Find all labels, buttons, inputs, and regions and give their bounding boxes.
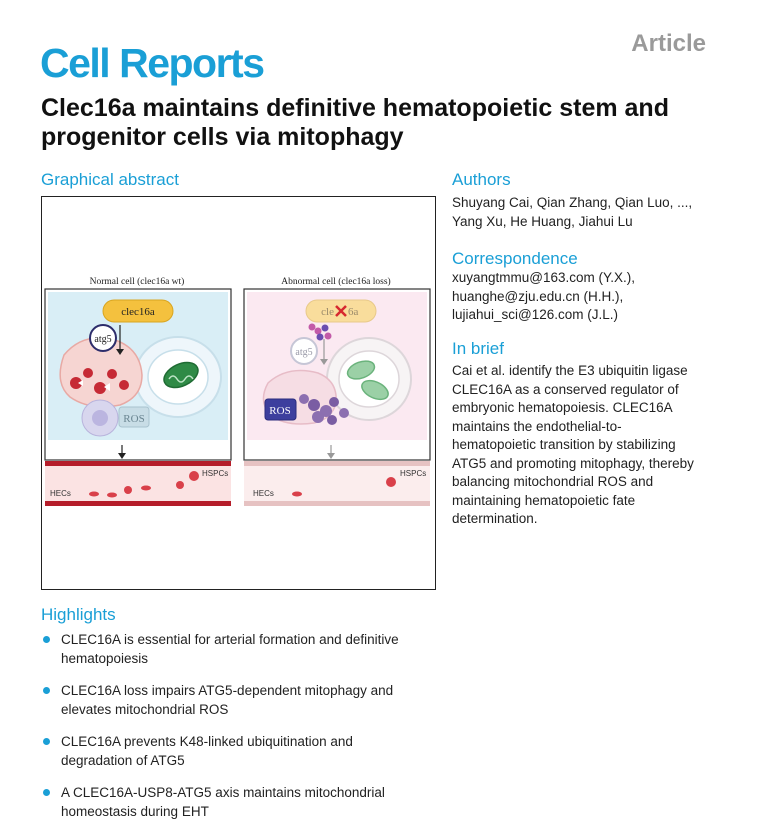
bullet-icon [43, 738, 50, 745]
abnormal-panel-title: Abnormal cell (clec16a loss) [281, 277, 391, 287]
graphical-abstract-figure [42, 197, 434, 588]
highlight-line: hematopoiesis [61, 651, 149, 666]
in-brief-line: balancing mitochondrial ROS and [452, 474, 654, 489]
authors-list [452, 194, 692, 231]
article-title: Clec16a maintains definitive hematopoietic stem and progenitor cells via mitophagy [41, 94, 669, 151]
highlights-list [41, 630, 441, 834]
bullet-icon [43, 636, 50, 643]
ros-label-normal: ROS [123, 413, 145, 425]
normal-panel-title: Normal cell (clec16a wt) [89, 277, 185, 287]
in-brief-heading: In brief [452, 339, 504, 358]
graphical-abstract [41, 196, 436, 590]
normal-cell-panel [45, 276, 231, 506]
highlight-item [41, 732, 441, 770]
in-brief-line: determination. [452, 511, 538, 526]
highlight-line: CLEC16A loss impairs ATG5-dependent mitophagy and [61, 683, 394, 698]
abnormal-cell-panel [244, 276, 430, 506]
in-brief-line: Cai et al. identify the E3 ubiquitin ligase [452, 363, 688, 378]
bullet-icon [43, 687, 50, 694]
highlight-item [41, 630, 441, 668]
highlight-item [41, 681, 441, 719]
highlight-line: A CLEC16A-USP8-ATG5 axis maintains mitochondrial [61, 785, 385, 800]
article-type: Article [631, 30, 706, 57]
authors-line: Yang Xu, He Huang, Jiahui Lu [452, 213, 633, 229]
email-link[interactable]: huanghe@zju.edu.cn (H.H.), [452, 288, 624, 304]
in-brief-line: embryonic hematopoiesis. CLEC16A [452, 400, 673, 415]
in-brief-line: hematopoietic transition by stabilizing [452, 437, 676, 452]
graphical-abstract-heading: Graphical abstract [41, 170, 179, 189]
in-brief-line: maintaining hematopoietic fate [452, 492, 636, 508]
highlight-line: elevates mitochondrial ROS [61, 702, 229, 717]
hecs-label-abnormal: HECs [253, 489, 274, 498]
clec16a-label-left-abnormal: cle [321, 306, 334, 318]
highlight-line: CLEC16A is essential for arterial formation and definitive [61, 632, 399, 647]
highlight-line: CLEC16A prevents K48-linked ubiquitination and [61, 734, 353, 749]
clec16a-label: clec16a [121, 306, 155, 318]
highlight-item [41, 783, 441, 821]
highlight-line: homeostasis during EHT [61, 804, 209, 819]
email-link[interactable]: xuyangtmmu@163.com (Y.X.), [452, 270, 636, 285]
highlight-line: degradation of ATG5 [61, 753, 185, 768]
hecs-label-normal: HECs [50, 489, 71, 498]
highlights-heading: Highlights [41, 605, 116, 624]
email-link[interactable]: lujiahui_sci@126.com (J.L.) [452, 307, 619, 322]
in-brief-line: ATG5 and promoting mitophagy, thereby [452, 455, 694, 471]
in-brief-text [452, 362, 694, 529]
correspondence-list [452, 269, 635, 325]
authors-heading: Authors [452, 170, 511, 189]
authors-line: Shuyang Cai, Qian Zhang, Qian Luo, ..., [452, 195, 693, 210]
in-brief-line: maintains the endothelial-to- [452, 418, 622, 434]
hspcs-label-abnormal: HSPCs [400, 469, 427, 478]
hspcs-label-normal: HSPCs [202, 469, 229, 478]
in-brief-line: CLEC16A as a conserved regulator of [452, 381, 679, 397]
ros-label-abnormal: ROS [269, 405, 291, 417]
clec16a-label-right-abnormal: 6a [348, 306, 359, 318]
atg5-label: atg5 [94, 334, 112, 345]
correspondence-heading: Correspondence [452, 249, 578, 268]
bullet-icon [43, 789, 50, 796]
journal-name: Cell Reports [40, 40, 264, 86]
atg5-label-abnormal: atg5 [295, 347, 313, 358]
